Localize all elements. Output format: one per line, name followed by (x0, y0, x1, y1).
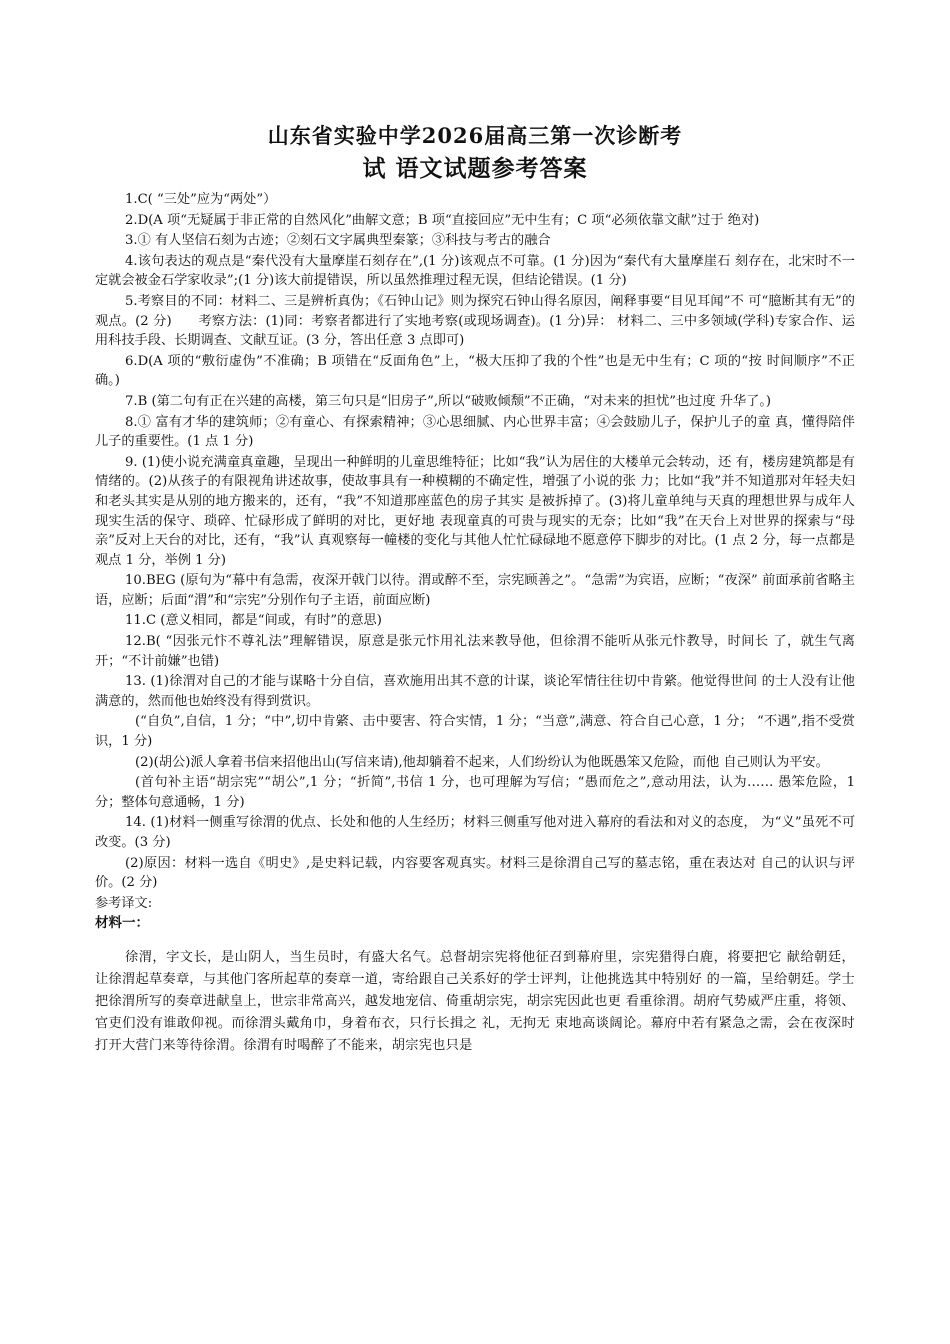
page-title-line2: 试 语文试题参考答案 (362, 155, 588, 182)
answer-11: 11.C (意义相同，都是“间或，有时”的意思) (125, 613, 382, 629)
answer-13-2-scoring: (首句补主语“胡宗宪”“胡公”,1 分；“折简”,书信 1 分，也可理解为写信；“愚而危之”,意动用法，认为…… 愚笨危险，1 分；整体句意通畅，1 分) (95, 775, 855, 810)
answer-body (95, 190, 855, 1070)
material-one-label: 材料一： (95, 915, 149, 932)
answer-13-2: (2)(胡公)派人拿着书信来招他出山(写信来请),他却躺着不起来，人们纷纷认为他既愚笨又危险，而他 自己则认为平安。 (135, 754, 829, 770)
answer-13-1-scoring: (“自负”,自信，1 分；“中”,切中肯綮、击中要害、符合实情，1 分；“当意”,满意、符合自己心意，1 分； “不遇”,指不受赏识，1 分) (95, 714, 855, 750)
answer-6: 6.D(A 项的“敷衍虚伪”不准确；B 项错在“反面角色”上，“极大压抑了我的个性”也是无中生有；C 项的“按 时间顺序”不正确。) (95, 353, 855, 389)
answer-14-2: (2)原因：材料一选自《明史》,是史料记载，内容要客观真实。材料三是徐渭自己写的墓志铭，重在表达对 自己的认识与评价。(2 分) (95, 855, 855, 891)
answer-3: 3.① 有人坚信石刻为古迹；②刻石文字属典型秦篆；③科技与考古的融合 (125, 233, 551, 249)
answer-10: 10.BEG (原句为“幕中有急需，夜深开戟门以待。渭或醉不至，宗宪顾善之”。“急需”为宾语，应断；“夜深” 前面承前省略主语，应断；后面“渭”和“宗宪”分别作句子主语，前面应断) (95, 573, 855, 608)
answer-12: 12.B( “因张元忭不尊礼法”理解错误，原意是张元忭用礼法来教导他，但徐渭不能听从张元忭教导，时间长 了，就生气离开；“不计前嫌”也错) (95, 634, 855, 669)
answer-7: 7.B (第二句有正在兴建的高楼，第三句只是“旧房子”,所以“破败倾颓”不正确，“对未来的担忧”也过度 升华了。) (125, 393, 772, 409)
answer-5: 5.考察目的不同：材料二、三是辨析真伪；《石钟山记》则为探究石钟山得名原因，阐释事要“目见耳闻”不 可“臆断其有无”的观点。(2 分) 考察方法：(1)同：考察者都进行了实地考察(或现场调查)。(1 分)异： 材料二、三中多领域(学科)专家合作、运用科技手段、长期调查、文献互证。(3 分，答出任意 3 点即可) (95, 293, 855, 349)
translation-heading: 参考译文: (95, 895, 153, 911)
answer-2: 2.D(A 项“无疑属于非正常的自然风化”曲解文意；B 项“直接回应”无中生有；C 项“必须依靠文献”过于 绝对) (125, 212, 760, 228)
answer-8: 8.① 富有才华的建筑师；②有童心、有探索精神；③心思细腻、内心世界丰富；④会鼓励儿子，保护儿子的童 真，懂得陪伴儿子的重要性。(1 点 1 分) (95, 414, 855, 450)
answer-13-1: 13. (1)徐渭对自己的才能与谋略十分自信，喜欢施用出其不意的计谋，谈论军情往往切中肯綮。他觉得世间 的士人没有让他满意的，然而他也始终没有得到赏识。 (95, 674, 855, 709)
answer-4: 4.该句表达的观点是“秦代没有大量摩崖石刻存在”,(1 分)该观点不可靠。(1 分)因为“秦代有大量摩崖石 刻存在，北宋时不一定就会被金石学家收录”;(1 分)该大前提错误，所以虽然推理过程无误，但结论错误。(1 分) (95, 253, 855, 289)
answer-14-1: 14. (1)材料一侧重写徐渭的优点、长处和他的人生经历；材料三侧重写他对进入幕府的看法和对义的态度， 为“义”虽死不可改变。(3 分) (95, 815, 855, 850)
page-title-line1: 山东省实验中学2026届高三第一次诊断考 (267, 123, 683, 148)
answer-9: 9. (1)使小说充满童真童趣，呈现出一种鲜明的儿童思维特征；比如“我”认为居住的大楼单元会转动，还 有，楼房建筑都是有情绪的。(2)从孩子的有限视角讲述故事，使故事具有一种模糊的不确定性，增强了小说的张 力；比如“我”并不知道那对年轻夫妇和老头其实是从别的地方搬来的，还有，“我”不知道那座蓝色的房子其实 是被拆掉了。(3)将儿童单纯与天真的理想世界与成年人现实生活的保守、琐碎、忙碌形成了鲜明的对比，更好地 表现童真的可贵与现实的无奈；比如“我”在天台上对世界的探索与“母亲”反对上天台的对比，还有，“我”认 真观察每一幢楼的变化与其他人忙忙碌碌地不愿意停下脚步的对比。(1 点 2 分，每一点都是观点 1 分，举例 1 分) (95, 454, 855, 568)
material-one-translation: 徐渭，字文长，是山阴人，当生员时，有盛大名气。总督胡宗宪将他征召到幕府里，宗宪猎得白鹿，将要把它 献给朝廷，让徐渭起草奏章，与其他门客所起草的奏章一道，寄给跟自己关系好的学士评判，让他挑选其中特别好 的一篇，呈给朝廷。学士把徐渭所写的奏章进献皇上，世宗非常高兴，越发地宠信、倚重胡宗宪，胡宗宪因此也更 看重徐渭。胡府气势威严庄重，将领、官吏们没有谁敢仰视。而徐渭头戴角巾，身着布衣，只行长揖之 礼，无拘无 束地高谈阔论。幕府中若有紧急之需，会在夜深时打开大营门来等待徐渭。徐渭有时喝醉了不能来，胡宗宪也只是 (95, 950, 855, 1054)
answer-1: 1.C( “三处”应为“两处”） (125, 192, 277, 207)
